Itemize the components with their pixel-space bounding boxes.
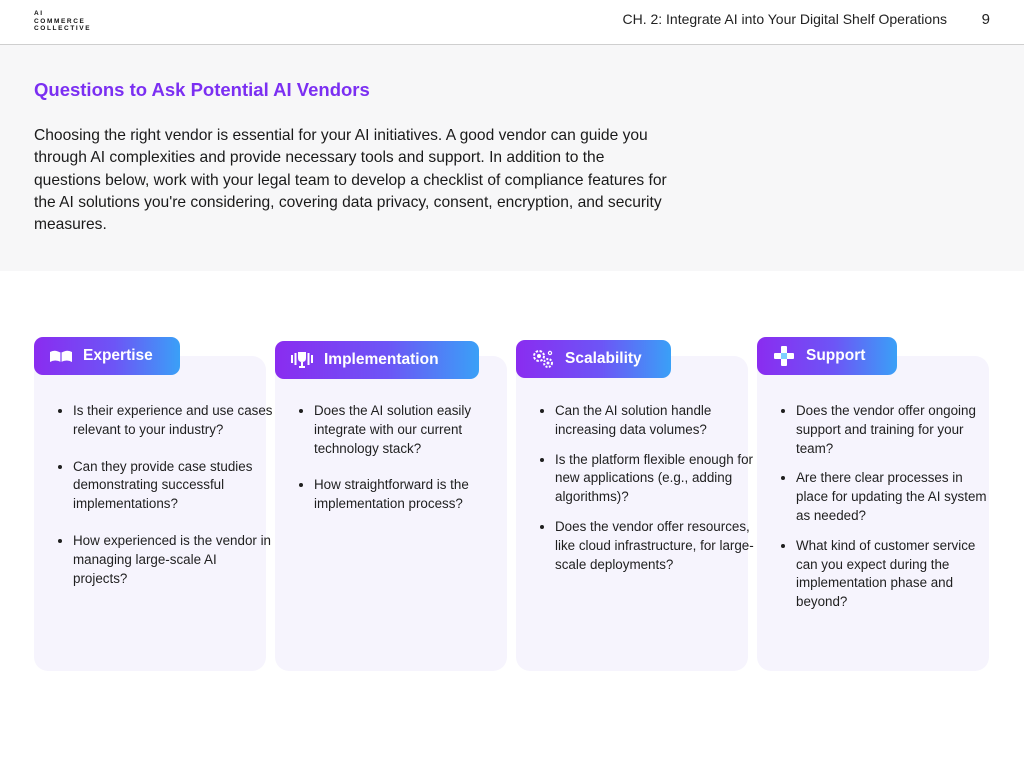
intro-section [0, 45, 1024, 271]
page-header [0, 0, 1024, 45]
pill-label: Support [806, 347, 866, 364]
list-item: • How experienced is the vendor in managing large-scale AI projects? [73, 532, 273, 588]
brand-logo [34, 10, 91, 33]
card-expertise [34, 356, 273, 671]
list-item: • What kind of customer service can you expect during the implementation phase and beyond? [796, 537, 996, 612]
card-scalability [516, 356, 754, 671]
question-list [291, 402, 514, 532]
section-title: Questions to Ask Potential AI Vendors [34, 79, 370, 100]
list-item: • Does the AI solution easily integrate with our current technology stack? [314, 402, 514, 458]
list-item: • Is their experience and use cases relevant to your industry? [73, 402, 273, 440]
intro-paragraph: Choosing the right vendor is essential for your AI initiatives. A good vendor can guide you through AI complexities and provide necessary tools and support. In addition to the questions below, work with your legal team to develop a checklist of compliance features for the AI solutions you're considering, covering data privacy, consent, encryption, and security measures. [34, 127, 667, 234]
pill-label: Scalability [565, 350, 642, 367]
gears-icon [530, 348, 556, 370]
chapter-title: CH. 2: Integrate AI into Your Digital Shelf Operations [622, 11, 947, 27]
list-item: • Does the vendor offer ongoing support and training for your team? [796, 402, 996, 458]
card-implementation [275, 356, 507, 671]
page-number: 9 [981, 11, 990, 28]
logo-line: COMMERCE [34, 17, 86, 25]
pill-label: Implementation [324, 351, 439, 368]
pill-label: Expertise [83, 347, 153, 364]
puzzle-piece-icon [771, 345, 797, 367]
pill-expertise [34, 337, 180, 375]
list-item: • Does the vendor offer resources, like cloud infrastructure, for large-scale deployments? [555, 518, 755, 574]
list-item: • Can they provide case studies demonstrating successful implementations? [73, 458, 273, 514]
pill-support [757, 337, 897, 375]
question-list [532, 402, 755, 585]
logo-line: COLLECTIVE [34, 25, 92, 32]
list-item: • Can the AI solution handle increasing data volumes? [555, 402, 755, 440]
pill-implementation [275, 341, 479, 379]
list-item: • How straightforward is the implementation process? [314, 476, 514, 514]
question-list [773, 402, 996, 623]
list-item: • Are there clear processes in place for updating the AI system as needed? [796, 469, 996, 525]
open-book-icon [48, 345, 74, 367]
card-support [757, 356, 989, 671]
trophy-icon [289, 349, 315, 371]
pill-scalability [516, 340, 671, 378]
logo-line: AI [34, 10, 44, 17]
list-item: • Is the platform flexible enough for new applications (e.g., adding algorithms)? [555, 451, 755, 507]
question-list [50, 402, 273, 606]
